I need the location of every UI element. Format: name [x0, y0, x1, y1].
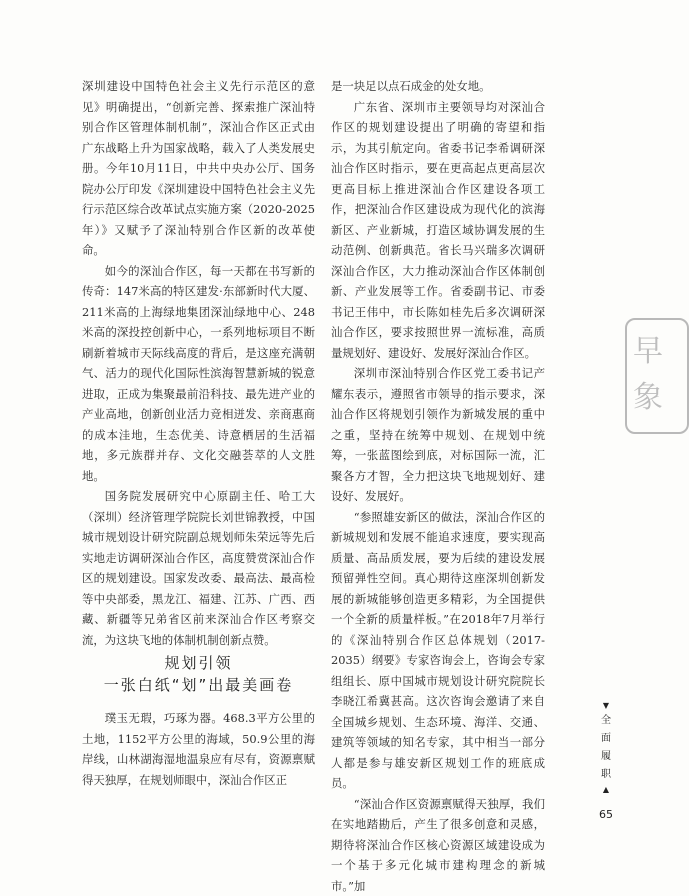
paragraph: 璞玉无瑕，巧琢为器。468.3平方公里的土地，1152平方公里的海域，50.9公里的海岸线，山林湖海湿地温泉应有尽有，资源禀赋得天独厚，在规划师眼中，深汕合作区正 — [82, 708, 315, 790]
triangle-down-icon: ▼ — [594, 700, 618, 712]
triangle-up-icon: ▲ — [594, 784, 618, 796]
paragraph: “参照雄安新区的做法，深汕合作区的新城规划和发展不能追求速度，要实现高质量、高品质发展，要为后续的建设发展预留弹性空间。真心期待这座深圳创新发展的新城能够创造更多精彩，为全国提供一个全新的质量样板。”在2018年7月举行的《深汕特别合作区总体规划（2017-2035）纲要》专家咨询会上，咨询会专家组组长、原中国城市规划设计研究院院长李晓江希冀甚高。这次咨询会邀请了来自全国城乡规划、生态环境、海洋、交通、建筑等领域的知名专家，其中相当一部分人都是参与雄安新区规划工作的班底成员。 — [331, 507, 545, 794]
heading-line-2: 一张白纸“划”出最美画卷 — [82, 674, 315, 696]
left-column-bottom — [82, 708, 315, 790]
seal-glyph: 早 — [633, 326, 663, 370]
paragraph: 是一块足以点石成金的处女地。 — [331, 76, 545, 97]
paragraph: 国务院发展研究中心原副主任、哈工大（深圳）经济管理学院院长刘世锦教授，中国城市规划设计研究院副总规划师朱荣远等先后实地走访调研深汕合作区，高度赞赏深汕合作区的规划建设。国家发改委、最高法、最高检等中央部委，黑龙江、福建、江苏、广西、西藏、新疆等兄弟省区前来深汕合作区考察交流，为这块飞地的体制机制创新点赞。 — [82, 486, 315, 650]
side-label-char: 面 — [594, 730, 618, 748]
page-number: 65 — [591, 808, 621, 821]
paragraph: 深圳建设中国特色社会主义先行示范区的意见》明确提出，“创新完善、探索推广深汕特别合作区管理体制机制”，深汕合作区正式由广东战略上升为国家战略，载入了人类发展史册。今年10月11日，中共中央办公厅、国务院办公厅印发《深圳建设中国特色社会主义先行示范区综合改革试点实施方案（2020-2025年）》又赋予了深汕特别合作区新的改革使命。 — [82, 76, 315, 261]
section-heading — [82, 652, 315, 696]
paragraph: “深汕合作区资源禀赋得天独厚，我们在实地踏勘后，产生了很多创意和灵感，期待将深汕合作区核心资源区域建设成为一个基于多元化城市建构理念的新城市。”加 — [331, 794, 545, 896]
left-column — [82, 76, 315, 650]
right-column — [331, 76, 545, 896]
side-label-char: 履 — [594, 748, 618, 766]
seal-glyph: 象 — [633, 372, 663, 416]
paragraph: 广东省、深圳市主要领导均对深汕合作区的规划建设提出了明确的寄望和指示，为其引航定向。省委书记李希调研深汕合作区时指示，要在更高起点更高层次更高目标上推进深汕合作区建设各项工作，把深汕合作区建设成为现代化的滨海新区、产业新城，打造区域协调发展的生动范例、创新典范。省长马兴瑞多次调研深汕合作区，大力推动深汕合作区体制创新、产业发展等工作。省委副书记、市委书记王伟中，市长陈如桂先后多次调研深汕合作区，要求按照世界一流标准，高质量规划好、建设好、发展好深汕合作区。 — [331, 97, 545, 364]
section-nav — [594, 700, 618, 796]
seal-stamp — [625, 318, 689, 434]
side-label-char: 职 — [594, 766, 618, 784]
side-label-char: 全 — [594, 712, 618, 730]
paragraph: 深圳市深汕特别合作区党工委书记产耀东表示，遵照省市领导的指示要求，深汕合作区将规划引领作为新城发展的重中之重，坚持在统筹中规划、在规划中统筹，一张蓝图绘到底，对标国际一流，汇聚各方才智，全力把这块飞地规划好、建设好、发展好。 — [331, 363, 545, 507]
heading-line-1: 规划引领 — [82, 652, 315, 674]
paragraph: 如今的深汕合作区，每一天都在书写新的传奇：147米高的特区建发·东部新时代大厦、211米高的上海绿地集团深汕绿地中心、248米高的深投控创新中心，一系列地标项目不断刷新着城市天际线高度的背后，是这座充满朝气、活力的现代化国际性滨海智慧新城的锐意进取，正成为集聚最前沿科技、最先进产业的产业高地，创新创业活力竞相迸发、亲商惠商的成本洼地，生态优美、诗意栖居的生活福地，多元族群并存、文化交融荟萃的人文胜地。 — [82, 261, 315, 487]
